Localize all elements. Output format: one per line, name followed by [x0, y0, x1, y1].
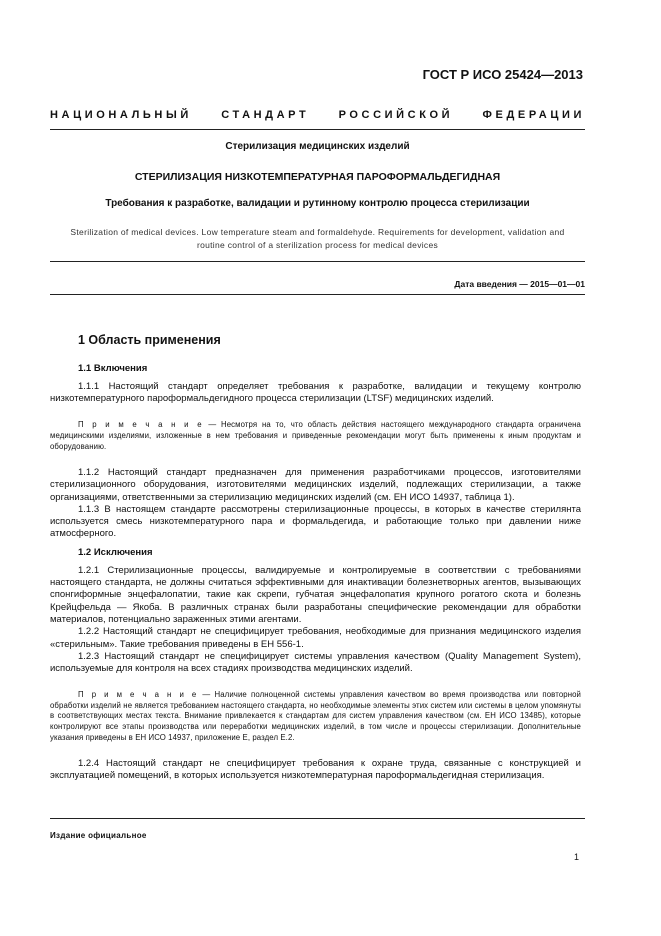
main-title: СТЕРИЛИЗАЦИЯ НИЗКОТЕМПЕРАТУРНАЯ ПАРОФОРМАЛЬДЕГИДНАЯ [134, 171, 501, 183]
requirements-title: Требования к разработке, валидации и рутинному контролю процесса стерилизации [105, 198, 530, 209]
footer-divider [50, 818, 585, 819]
section-body [50, 362, 581, 783]
subject-title: Стерилизация медицинских изделий [225, 141, 410, 152]
standard-number: ГОСТ Р ИСО 25424—2013 [422, 67, 583, 82]
paragraph-1-2-2: 1.2.2 Настоящий стандарт не специфицирует требования, необходимые для признания медицинского изделия «стерильным». Такие требования приведены в ЕН 556-1. [50, 626, 581, 650]
paragraph-1-2-4: 1.2.4 Настоящий стандарт не специфицирует требования к охране труда, связанные с конструкцией и эксплуатацией помещений, в которых используется низкотемпературная пароформальдегидная стерилизация. [50, 757, 581, 782]
subsection-heading-inclusions: 1.1 Включения [78, 363, 148, 374]
note-1 [50, 420, 581, 452]
introduction-date: Дата введения — 2015—01—01 [454, 279, 585, 289]
subsection-heading-exclusions: 1.2 Исключения [78, 546, 153, 558]
note-2-label: П р и м е ч а н и е [78, 690, 199, 700]
section-heading: 1 Область применения [78, 333, 221, 347]
paragraph-1-2-3: 1.2.3 Настоящий стандарт не специфицирует системы управления качеством (Quality Management System), используемые для контроля на всех стадиях производства медицинских изделий. [50, 650, 581, 675]
note-2-text: — Наличие полноценной системы управления качеством во время производства или повторной обработки изделий не является требованием настоящего стандарта, но необходимые элементы этих систем или системы в целом упомянуты в соответствующих местах текста. Внимание привлекается к стандартам для систем управления качеством (см. ЕН ИСО 13485), которые контролируют все этапы производства или переработки медицинских изделий, в том числе и процессы стерилизации. Дополнительные указания приведены в ЕН ИСО 14937, приложение Е, раздел Е.2. [50, 690, 581, 742]
page-number: 1 [573, 852, 579, 862]
header-divider [50, 129, 585, 130]
national-standard-title: НАЦИОНАЛЬНЫЙ СТАНДАРТ РОССИЙСКОЙ ФЕДЕРАЦИИ [50, 109, 585, 121]
paragraph-1-1-1: 1.1.1 Настоящий стандарт определяет требования к разработке, валидации и текущему контролю низкотемпературного пароформальдегидного процесса стерилизации (LTSF) медицинских изделий. [50, 381, 581, 405]
official-edition-label: Издание официальное [50, 831, 147, 840]
paragraph-1-1-2: 1.1.2 Настоящий стандарт предназначен для применения разработчиками процессов, изготовителями стерилизационного оборудования, изготовителями медицинских изделий, подлежащих стерилизации, а также организациями, ответственными за стерилизацию медицинских изделий (см. ЕН ИСО 14937, таблица 1). [50, 466, 581, 503]
note-1-text: — Несмотря на то, что область действия настоящего международного стандарта ограничена медицинскими изделиями, изложенные в нем требования и приведенные рекомендации могут быть применены к иным продуктам и оборудованию. [50, 420, 581, 451]
date-divider [50, 294, 585, 295]
english-title: Sterilization of medical devices. Low temperature steam and formaldehyde. Requirements for development, validation and routine control of a sterilization process for medical devices [70, 227, 565, 250]
note-2 [50, 690, 581, 743]
paragraph-1-1-3: 1.1.3 В настоящем стандарте рассмотрены стерилизационные процессы, в которых в качестве стерилянта используется смесь низкотемпературного пара и формальдегида, и работающие только при давлении ниже атмосферного. [50, 503, 581, 540]
title-divider [50, 261, 585, 262]
paragraph-1-2-1: 1.2.1 Стерилизационные процессы, валидируемые и контролируемые в соответствии с требованиями настоящего стандарта, не должны считаться эффективными для инактивации болезнетворных агентов, вызывающих спонгиформные энцефалопатии, такие как скрепи, губчатая энцефалопатия крупного рогатого скота и болезнь Крейцфельда — Якоба. В различных странах были разработаны специфические рекомендации для обработки материалов, потенциально зараженных этими агентами. [50, 564, 581, 625]
note-1-label: П р и м е ч а н и е [78, 420, 204, 430]
